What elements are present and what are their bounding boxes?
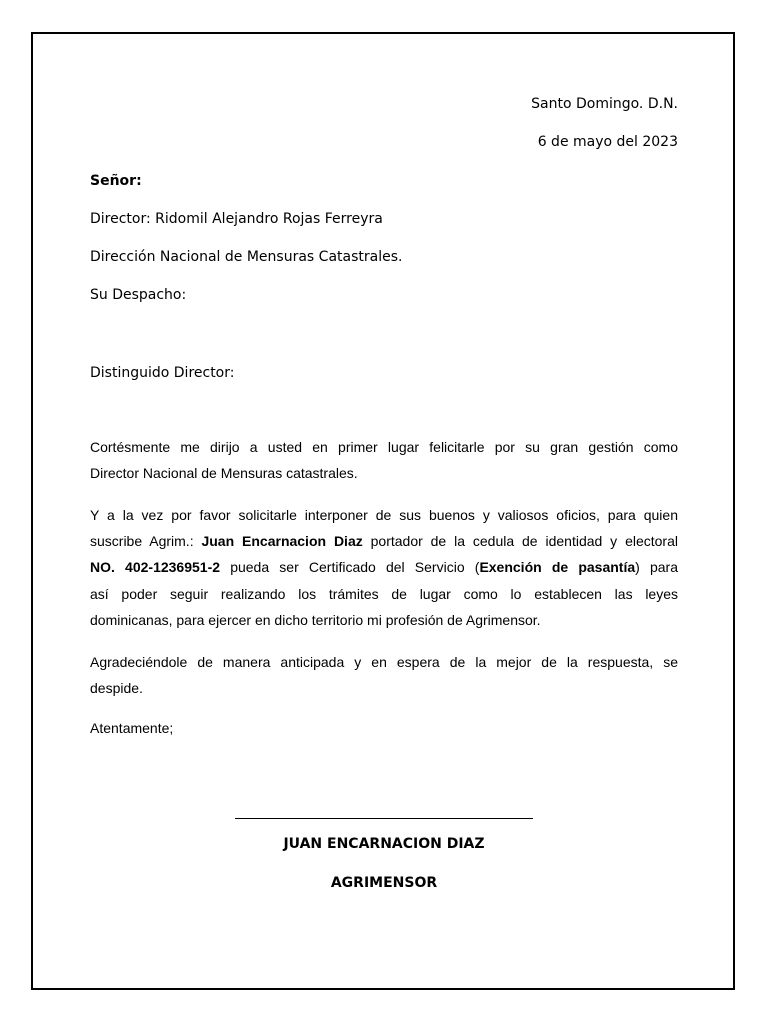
paragraph2-text: portador de la cedula de identidad y electoral: [362, 533, 678, 549]
recipient-salutation: Señor:: [90, 173, 142, 189]
letter-closing: Atentamente;: [90, 720, 174, 736]
id-number: NO. 402-1236951-2: [90, 559, 221, 575]
signature-name: JUAN ENCARNACION DIAZ: [283, 836, 485, 852]
signature-line: [235, 818, 533, 819]
letter-greeting: Distinguido Director:: [90, 365, 235, 381]
paragraph2-text: ) para: [635, 559, 678, 575]
letter-date: 6 de mayo del 2023: [537, 134, 678, 150]
recipient-director: Director: Ridomil Alejandro Rojas Ferreyra: [90, 211, 383, 227]
recipient-office: Dirección Nacional de Mensuras Catastrales.: [90, 249, 403, 265]
letter-place: Santo Domingo. D.N.: [531, 96, 678, 112]
paragraph3-line2: despide.: [90, 680, 143, 696]
paragraph2-text: suscribe Agrim.:: [90, 533, 202, 549]
exemption-text: Exención de pasantía: [479, 559, 636, 575]
paragraph3-line1: Agradeciéndole de manera anticipada y en espera de la mejor de la respuesta, se: [90, 654, 678, 670]
paragraph2-line5: dominicanas, para ejercer en dicho territorio mi profesión de Agrimensor.: [90, 612, 541, 628]
paragraph1-line1: Cortésmente me dirijo a usted en primer lugar felicitarle por su gran gestión como: [90, 439, 678, 455]
paragraph2-line1: Y a la vez por favor solicitarle interponer de sus buenos y valiosos oficios, para quien: [90, 507, 678, 523]
paragraph2-line4: así poder seguir realizando los trámites de lugar como lo establecen las leyes: [90, 586, 678, 602]
applicant-name: Juan Encarnacion Diaz: [201, 533, 363, 549]
paragraph2-line2: [90, 533, 678, 549]
signature-title: AGRIMENSOR: [330, 875, 438, 891]
paragraph1-line2: Director Nacional de Mensuras catastrales.: [90, 465, 358, 481]
recipient-dispatch: Su Despacho:: [90, 287, 187, 303]
paragraph2-text: pueda ser Certificado del Servicio (: [220, 559, 480, 575]
paragraph2-line3: [90, 559, 678, 575]
